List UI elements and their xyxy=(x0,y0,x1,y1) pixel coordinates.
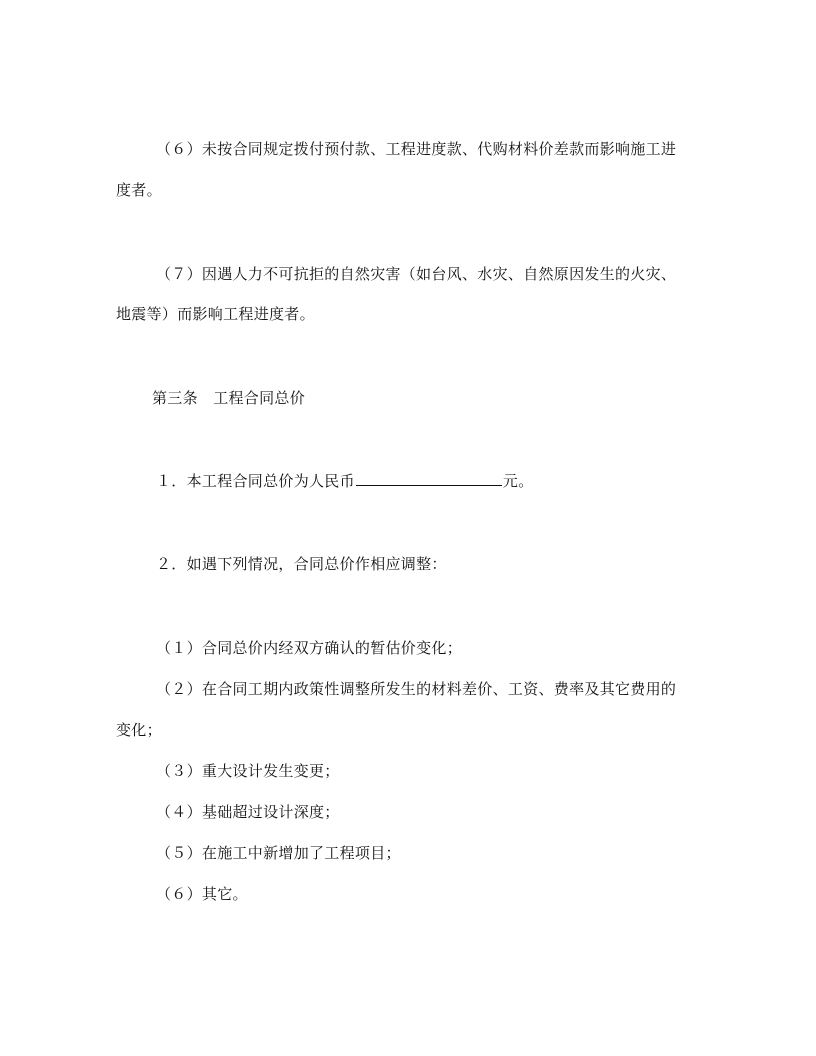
adjust-item-6: （６）其它。 xyxy=(156,885,248,903)
adjust-item-2-line-1: （２）在合同工期内政策性调整所发生的材料差价、工资、费率及其它费用的 xyxy=(156,680,677,698)
article-3-heading: 第三条 工程合同总价 xyxy=(152,389,306,407)
clause-7-line-1: （７）因遇人力不可抗拒的自然灾害（如台风、水灾、自然原因发生的火灾、 xyxy=(156,265,677,283)
adjust-item-4: （４）基础超过设计深度； xyxy=(156,803,340,821)
adjust-item-2-line-2: 变化； xyxy=(116,721,162,739)
total-price-prefix: １．本工程合同总价为人民币 xyxy=(156,472,355,490)
total-price-suffix: 元。 xyxy=(502,472,534,490)
adjust-item-1: （１）合同总价内经双方确认的暂估价变化； xyxy=(156,639,463,657)
adjustment-clause: ２．如遇下列情况，合同总价作相应调整： xyxy=(156,555,447,573)
adjust-item-5: （５）在施工中新增加了工程项目； xyxy=(156,844,401,862)
adjust-item-3: （３）重大设计发生变更； xyxy=(156,762,340,780)
clause-6-line-1: （６）未按合同规定拨付预付款、工程进度款、代购材料价差款而影响施工进 xyxy=(156,140,677,158)
clause-6-line-2: 度者。 xyxy=(116,181,162,199)
amount-blank-line xyxy=(356,471,502,486)
total-price-clause xyxy=(156,471,534,491)
clause-7-line-2: 地震等）而影响工程进度者。 xyxy=(116,305,315,323)
